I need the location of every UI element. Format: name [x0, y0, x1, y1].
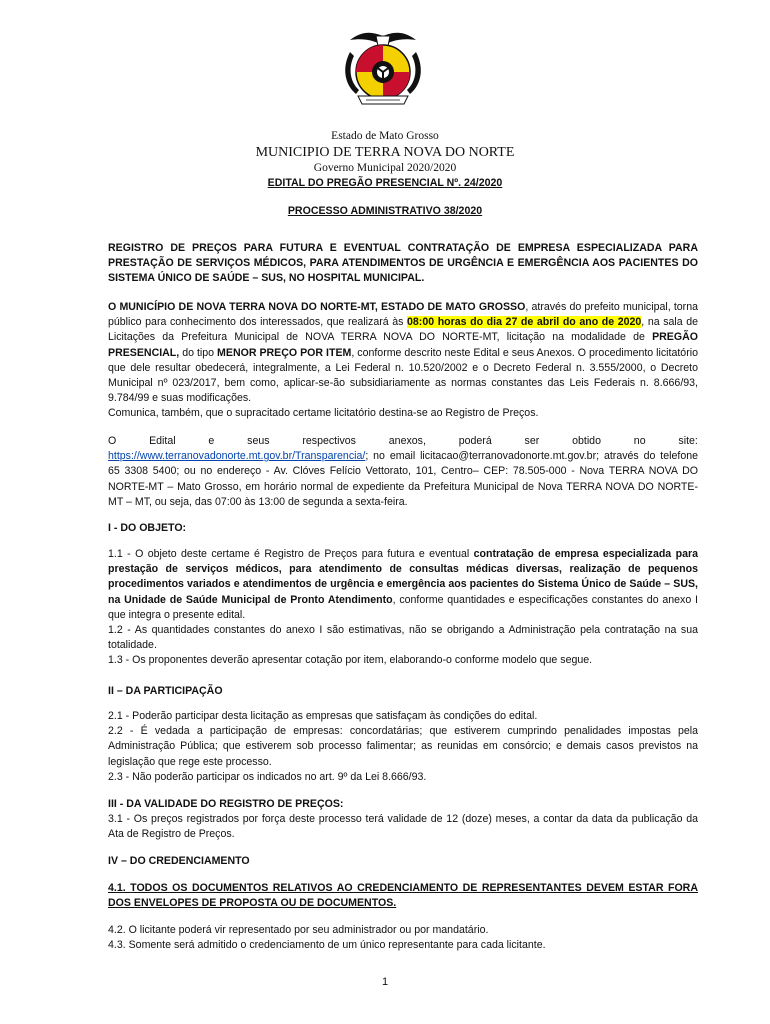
word: obtido	[572, 435, 601, 447]
item-1-1-text-b: , conforme quantidades e especificações constantes do anexo I que integra o presente edital.	[108, 593, 698, 621]
word: seus	[247, 435, 270, 447]
section-2-title: II – DA PARTICIPAÇÃO	[108, 685, 223, 697]
word: respectivos	[302, 435, 356, 447]
item-4-2: 4.2. O licitante poderá vir representado por seu administrador ou por mandatário.	[108, 924, 489, 936]
page-number: 1	[381, 976, 389, 988]
word: no	[633, 435, 646, 447]
word: site:	[678, 435, 698, 447]
word: e	[208, 435, 215, 447]
item-3-1: 3.1 - Os preços registrados por força deste processo terá validade de 12 (doze) meses, a contar da data da publicação da Ata de Registro de Preços.	[108, 813, 698, 841]
section-1-body	[108, 547, 698, 669]
item-1-2: 1.2 - As quantidades constantes do anexo I são estimativas, não se obrigando a Administração pela contratação na sua totalidade.	[108, 624, 698, 652]
word: Edital	[149, 435, 176, 447]
item-4-1: 4.1. TODOS OS DOCUMENTOS RELATIVOS AO CREDENCIAMENTO DE REPRESENTANTES DEVEM ESTAR FORA DOS ENVELOPES DE PROPOSTA OU DE DOCUMENTOS.	[108, 882, 698, 910]
coat-of-arms-icon	[328, 22, 438, 110]
item-1-1-text: 1.1 - O objeto deste certame é Registro de Preços para futura e eventual	[108, 548, 474, 560]
processo-title: PROCESSO ADMINISTRATIVO 38/2020	[287, 205, 483, 217]
item-2-1: 2.1 - Poderão participar desta licitação as empresas que satisfaçam às condições do edital.	[108, 710, 538, 722]
word: ser	[524, 435, 540, 447]
section-4-body	[108, 923, 698, 953]
word: poderá	[458, 435, 492, 447]
government-period: Governo Municipal 2020/2020	[313, 162, 457, 174]
session-datetime: 08:00 horas do dia 27 de abril do ano de 2020	[407, 316, 642, 329]
edital-subject: REGISTRO DE PREÇOS PARA FUTURA E EVENTUAL CONTRATAÇÃO DE EMPRESA ESPECIALIZADA PARA PRESTAÇÃO DE SERVIÇOS MÉDICOS, PARA ATENDIMENTOS DE URGÊNCIA E EMERGÊNCIA AOS PACIENTES DO SISTEMA ÚNICO DE SAÚDE – SUS, NO HOSPITAL MUNICIPAL.	[108, 242, 698, 285]
word: O	[108, 435, 117, 447]
item-1-3: 1.3 - Os proponentes deverão apresentar cotação por item, elaborando-o conforme modelo que segue.	[108, 654, 593, 667]
type-bold: MENOR PREÇO POR ITEM	[217, 346, 352, 359]
intro-text-d: , conforme descrito neste Edital e seus Anexos. O procedimento licitatório que dele resultar obedecerá, integralmente, a Lei Federal n. 10.520/2002 e o Decreto Federal n. 3.555/2000, o Decreto Municipal nº 023/2017, bem como, aplicar-se-ão subsidiariamente as normas constantes das Leis Federais n. 8.666/93, 9.784/99 e suas modificações.	[108, 346, 698, 405]
item-1-1-bold: contratação de empresa especializada para prestação de serviços médicos, para atendimento de consultas médicas diversas, realização de pequenos procedimentos variados e atendimentos de urgência e emergência aos pacientes do Sistema Único de Saúde – SUS, na Unidade de Saúde Municipal de Pronto Atendimento	[108, 548, 698, 606]
intro-text-b: , na sala de Licitações da Prefeitura Municipal de NOVA TERRA NOVA DO NORTE-MT, licitação na modalidade de	[108, 316, 698, 344]
item-2-3: 2.3 - Não poderão participar os indicados no art. 9º da Lei 8.666/93.	[108, 770, 427, 783]
section-4-title: IV – DO CREDENCIAMENTO	[108, 855, 250, 867]
word: anexos,	[388, 435, 426, 447]
state-name: Estado de Mato Grosso	[331, 130, 439, 142]
contact-text: ; no email licitacao@terranovadonorte.mt.gov.br; através do telefone 65 3308 5400; ou no endereço - Av. Clóves Felício Vettorato, 101, Centro– CEP: 78.505-000 - Nova TERRA NOVA DO NORTE-MT – Mato Grosso, em horário normal de expediente da Prefeitura Municipal de Nova TERRA NOVA DO NORTE-MT – MT, ou seja, das 07:00 às 13:00 de segunda a sexta-feira.	[108, 450, 698, 508]
modality-bold: PREGÃO PRESENCIAL,	[108, 331, 698, 359]
municipality-bold: O MUNICÍPIO DE NOVA TERRA NOVA DO NORTE-MT, ESTADO DE MATO GROSSO	[108, 301, 526, 313]
section-2-body	[108, 709, 698, 785]
intro-paragraph	[108, 300, 698, 422]
item-2-2: 2.2 - É vedada a participação de empresas: concordatárias; que estiverem cumprindo penalidades impostas pela Administração Pública; que estiverem sob processo falimentar; as reunidas em consórcio; e demais casos previstos na legislação que rege este processo.	[108, 725, 698, 768]
municipality-name: MUNICIPIO DE TERRA NOVA DO NORTE	[255, 145, 515, 160]
edital-title: EDITAL DO PREGÃO PRESENCIAL Nº. 24/2020	[267, 177, 503, 189]
section-1-title: I - DO OBJETO:	[108, 522, 187, 534]
item-4-3: 4.3. Somente será admitido o credenciamento de um único representante para cada licitante.	[108, 939, 546, 952]
section-3-title: III - DA VALIDADE DO REGISTRO DE PREÇOS:	[108, 798, 344, 810]
section-3-body	[108, 812, 698, 842]
obtain-edital-paragraph	[108, 434, 698, 510]
intro-registro-precos: Comunica, também, que o supracitado certame licitatório destina-se ao Registro de Preços.	[108, 407, 539, 420]
intro-text-c: do tipo	[179, 346, 218, 359]
transparency-link[interactable]: https://www.terranovadonorte.mt.gov.br/Transparencia/	[108, 450, 366, 463]
obtain-edital-line	[108, 434, 698, 449]
intro-text-a: , através do prefeito municipal, torna público para conhecimento dos interessados, que realizará às	[108, 301, 698, 329]
